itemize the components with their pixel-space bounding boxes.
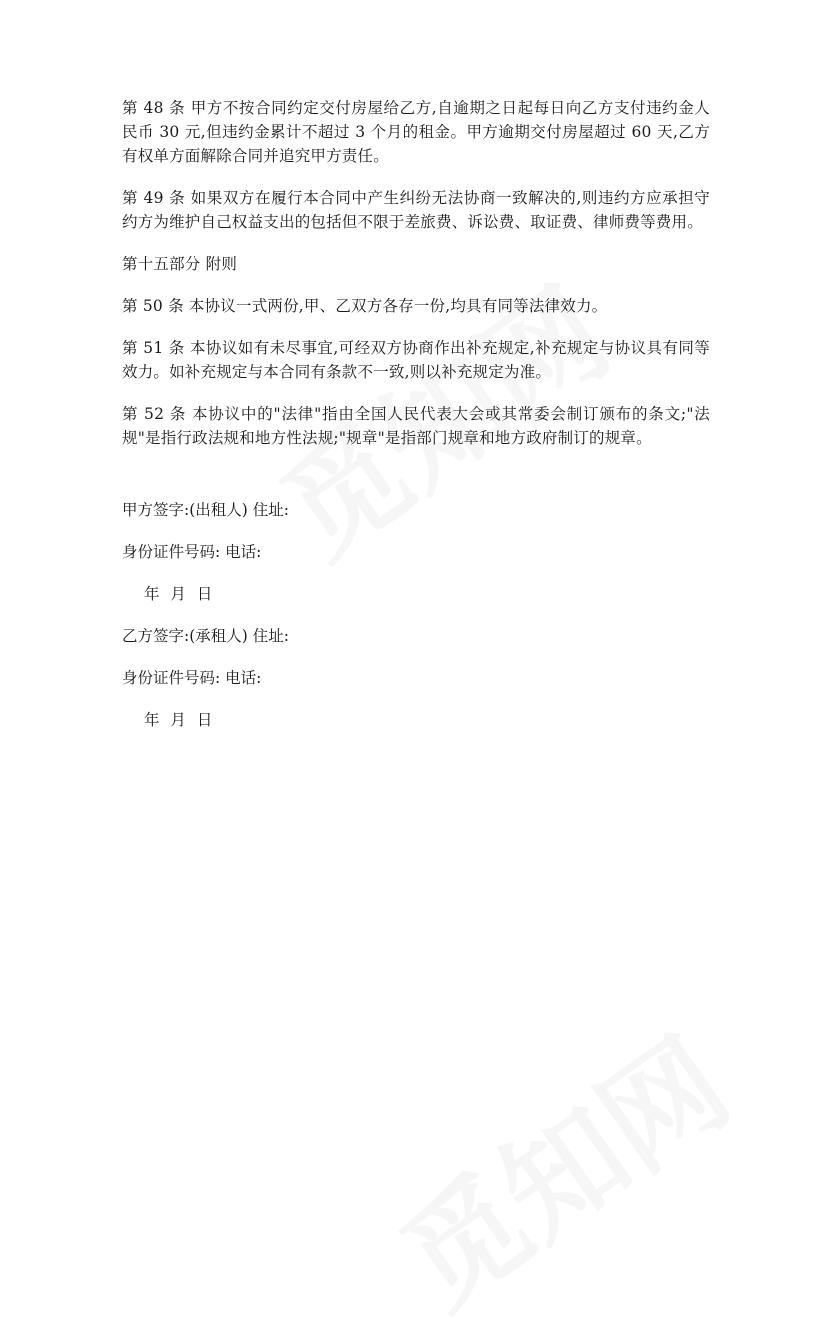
party-b-id-line: 身份证件号码: 电话: <box>122 669 262 687</box>
article-52: 第 52 条 本协议中的"法律"指由全国人民代表大会或其常委会制订颁布的条文;"法规"是指行政法规和地方性法规;"规章"是指部门规章和地方政府制订的规章。 <box>122 405 710 447</box>
document-body <box>122 96 710 750</box>
article-50: 第 50 条 本协议一式两份,甲、乙双方各存一份,均具有同等法律效力。 <box>122 297 608 315</box>
party-a-id-line: 身份证件号码: 电话: <box>122 543 262 561</box>
party-a-signature-line: 甲方签字:(出租人) 住址: <box>122 501 289 519</box>
party-a-date-line: 年 月 日 <box>144 585 213 603</box>
article-49: 第 49 条 如果双方在履行本合同中产生纠纷无法协商一致解决的,则违约方应承担守约方为维护自己权益支出的包括但不限于差旅费、诉讼费、取证费、律师费等费用。 <box>122 189 710 231</box>
section-heading: 第十五部分 附则 <box>122 255 238 273</box>
watermark <box>363 992 757 1339</box>
party-b-date-line: 年 月 日 <box>144 711 213 729</box>
article-51: 第 51 条 本协议如有未尽事宜,可经双方协商作出补充规定,补充规定与协议具有同等效力。如补充规定与本合同有条款不一致,则以补充规定为准。 <box>122 339 710 381</box>
party-b-signature-line: 乙方签字:(承租人) 住址: <box>122 627 289 645</box>
article-48: 第 48 条 甲方不按合同约定交付房屋给乙方,自逾期之日起每日向乙方支付违约金人民币 30 元,但违约金累计不超过 3 个月的租金。甲方逾期交付房屋超过 60 天,乙方有权单方面解除合同并追究甲方责任。 <box>122 99 710 165</box>
signature-block <box>122 498 710 732</box>
